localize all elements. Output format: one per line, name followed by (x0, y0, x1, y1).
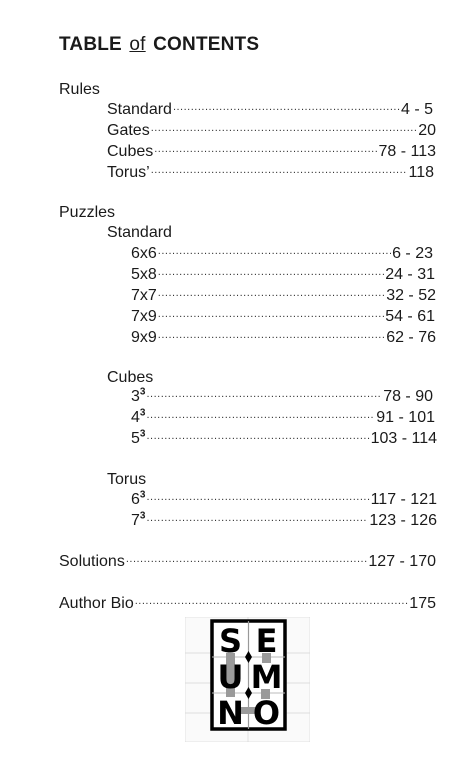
entry-pages: 54 - 61 (385, 308, 435, 325)
entry-label: 9x9 (131, 329, 157, 346)
entry-pages: 175 (409, 595, 436, 612)
dot-leader (154, 142, 377, 156)
logo-letter-n: N (217, 694, 244, 732)
toc-entry-rules-standard[interactable] (107, 100, 433, 120)
entry-label: Gates (107, 122, 150, 139)
seumno-logo-icon (185, 617, 310, 742)
entry-pages: 24 - 31 (385, 266, 435, 283)
entry-label: $4^3$ (131, 407, 146, 426)
entry-pages: 32 - 52 (386, 287, 436, 304)
dot-leader (126, 552, 368, 566)
toc-entry-6x6[interactable] (131, 244, 433, 264)
toc-entry-5x8[interactable] (131, 265, 435, 285)
puzzles-heading: Puzzles (59, 204, 116, 221)
entry-label: 7x9 (131, 308, 157, 325)
entry-label: $6^3$ (131, 489, 146, 508)
toc-entry-torus-7[interactable] (131, 511, 437, 531)
entry-label: 6x6 (131, 245, 157, 262)
toc-entry-cube-4[interactable] (131, 408, 435, 428)
entry-label: $5^3$ (131, 428, 146, 447)
dot-leader (146, 490, 369, 504)
dot-leader (158, 328, 385, 342)
dot-leader (158, 286, 385, 300)
toc-entry-7x9[interactable] (131, 307, 435, 327)
toc-entry-7x7[interactable] (131, 286, 436, 306)
toc-entry-rules-cubes[interactable] (107, 142, 436, 162)
logo-letter-e: E (255, 622, 278, 660)
entry-label: 5x8 (131, 266, 157, 283)
entry-label: Solutions (59, 553, 125, 570)
entry-label: Standard (107, 101, 172, 118)
entry-label: Cubes (107, 143, 154, 160)
dot-leader (151, 121, 418, 135)
entry-pages: 103 - 114 (370, 430, 437, 447)
toc-title (59, 34, 259, 56)
entry-pages: 123 - 126 (369, 512, 437, 529)
entry-label: 7x7 (131, 287, 157, 304)
dot-leader (146, 511, 368, 525)
dot-leader (146, 429, 369, 443)
title-of: of (129, 34, 146, 55)
entry-pages: 78 - 90 (383, 388, 433, 405)
entry-pages: 4 - 5 (400, 101, 433, 118)
standard-heading: Standard (107, 224, 172, 241)
entry-pages: 20 (418, 122, 436, 139)
toc-entry-rules-gates[interactable] (107, 121, 436, 141)
toc-entry-cube-5[interactable] (131, 429, 437, 449)
toc-entry-9x9[interactable] (131, 328, 436, 348)
logo-letter-s: S (218, 622, 243, 660)
title-pre: TABLE (59, 34, 122, 55)
entry-label: Author Bio (59, 595, 134, 612)
logo-letter-m: M (250, 658, 283, 696)
toc-entry-solutions[interactable] (59, 552, 436, 572)
cubes-heading: Cubes (107, 369, 154, 386)
toc-entry-author-bio[interactable] (59, 594, 436, 614)
logo-letter-o: O (252, 694, 281, 732)
entry-pages: 62 - 76 (386, 329, 436, 346)
dot-leader (158, 265, 384, 279)
toc-entry-cube-3[interactable] (131, 387, 433, 407)
entry-label: Torus’ (107, 164, 150, 181)
entry-pages: 78 - 113 (378, 143, 436, 160)
entry-pages: 91 - 101 (376, 409, 435, 426)
dot-leader (146, 387, 382, 401)
dot-leader (158, 307, 384, 321)
toc-entry-torus-6[interactable] (131, 490, 437, 510)
dot-leader (158, 244, 391, 258)
logo-letter-u: U (217, 658, 244, 696)
dot-leader (173, 100, 400, 114)
rules-heading: Rules (59, 81, 100, 98)
entry-label: $3^3$ (131, 386, 146, 405)
entry-label: $7^3$ (131, 510, 146, 529)
entry-pages: 127 - 170 (368, 553, 436, 570)
entry-pages: 118 (408, 164, 434, 181)
dot-leader (151, 163, 408, 177)
entry-pages: 117 - 121 (370, 491, 437, 508)
torus-heading: Torus (107, 471, 147, 488)
dot-leader (146, 408, 375, 422)
entry-pages: 6 - 23 (392, 245, 433, 262)
toc-entry-rules-torus[interactable] (107, 163, 434, 183)
dot-leader (135, 594, 409, 608)
title-post: CONTENTS (153, 34, 260, 55)
